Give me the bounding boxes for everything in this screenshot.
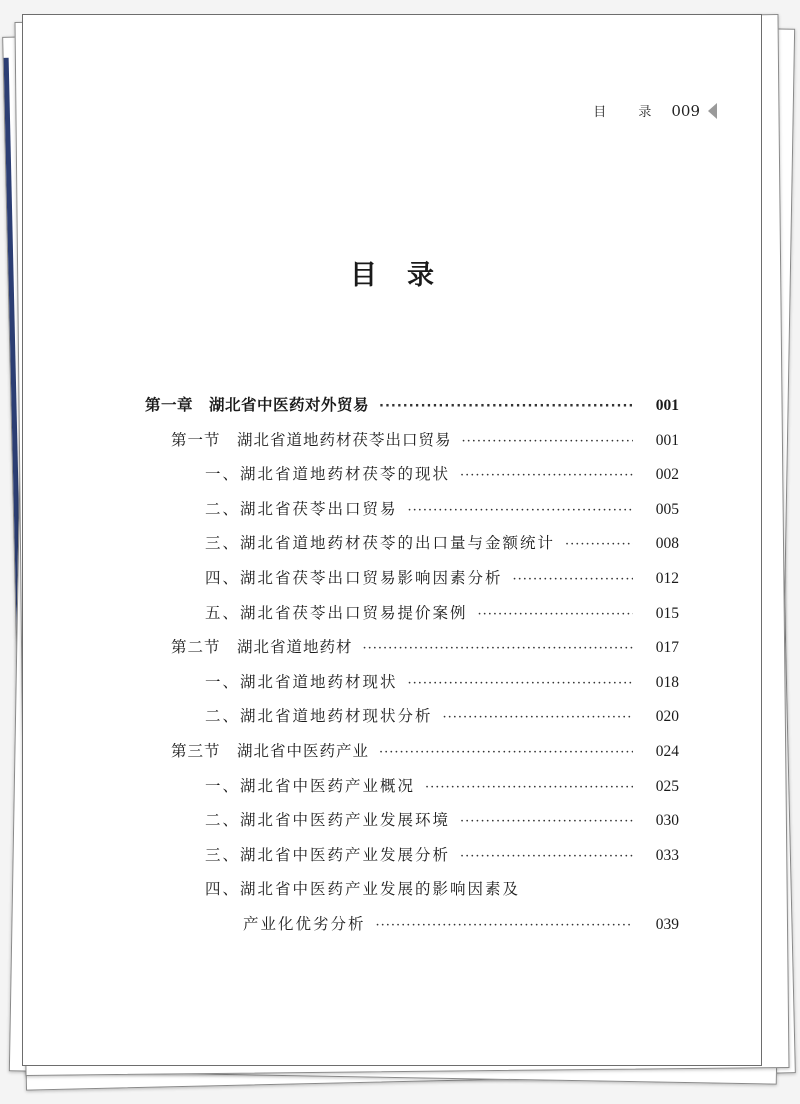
toc-entry[interactable] [205, 670, 679, 700]
leader-dots [460, 814, 633, 829]
leader-dots [379, 399, 633, 414]
toc-entry-text: 二、湖北省中医药产业发展环境 [205, 811, 451, 830]
leader-dots [478, 607, 633, 622]
toc-entry[interactable] [171, 428, 679, 458]
toc-entry-page: 024 [655, 743, 679, 760]
toc-entry[interactable] [205, 531, 679, 561]
toc-entry-page: 008 [655, 535, 679, 553]
toc-entry-text: 三、湖北省中医药产业发展分析 [205, 845, 451, 864]
toc-entry-text: 第一章 湖北省中医药对外贸易 [145, 396, 370, 414]
toc-entry-text: 第二节 湖北省道地药材 [171, 638, 353, 657]
toc-entry-text: 一、湖北省道地药材现状 [205, 672, 398, 691]
toc-entry-page: 018 [655, 673, 679, 691]
leader-dots [363, 641, 633, 656]
leader-dots [425, 780, 633, 795]
toc-entry-text: 五、湖北省茯苓出口贸易提价案例 [205, 603, 468, 622]
toc-entry[interactable] [205, 877, 679, 907]
leader-dots [462, 434, 633, 449]
leader-dots [408, 503, 633, 518]
leader-dots [460, 849, 633, 864]
leader-dots [408, 676, 633, 691]
toc-entry-text: 二、湖北省茯苓出口贸易 [205, 499, 398, 518]
toc-entry-page: 015 [655, 604, 679, 622]
toc-entry-text: 一、湖北省道地药材茯苓的现状 [205, 465, 451, 484]
toc-entry-page: 017 [655, 639, 679, 657]
header-label: 目 录 [593, 105, 666, 120]
leader-dots [379, 745, 633, 760]
leader-dots [376, 918, 633, 933]
toc-entry[interactable] [171, 739, 679, 769]
toc-entry[interactable] [205, 843, 679, 873]
toc-entry-page: 033 [655, 846, 679, 864]
toc-entry[interactable] [145, 393, 679, 423]
toc-entry[interactable] [205, 808, 679, 838]
running-header [593, 101, 717, 120]
toc-entry-page: 030 [655, 812, 679, 830]
toc-entry[interactable] [205, 704, 679, 734]
toc-entry-continuation[interactable] [243, 912, 679, 942]
leader-dots [513, 572, 633, 587]
toc-entry[interactable] [171, 635, 679, 665]
toc-entry-page: 001 [655, 431, 679, 449]
toc-entry-page: 005 [655, 500, 679, 518]
toc-entry-text: 二、湖北省道地药材现状分析 [205, 707, 433, 726]
toc-entry-page: 020 [655, 708, 679, 726]
toc-entry[interactable] [205, 601, 679, 631]
toc-entry-page: 025 [655, 777, 679, 795]
header-page-number: 009 [671, 101, 700, 120]
toc-entry-text: 第三节 湖北省中医药产业 [171, 742, 370, 760]
toc-entry-page: 002 [655, 466, 679, 484]
toc-entry-text: 四、湖北省中医药产业发展的影响因素及 [205, 880, 521, 899]
toc-entry-text: 四、湖北省茯苓出口贸易影响因素分析 [205, 569, 503, 587]
toc-entry-text: 一、湖北省中医药产业概况 [205, 776, 416, 795]
document-page [22, 14, 762, 1066]
toc-entry[interactable] [205, 566, 679, 596]
toc-entry-page: 001 [655, 397, 679, 414]
leader-dots [565, 537, 633, 552]
toc-entry-text: 第一节 湖北省道地药材茯苓出口贸易 [171, 430, 452, 449]
toc-entry-text: 三、湖北省道地药材茯苓的出口量与金额统计 [205, 534, 556, 553]
toc-entry-page: 012 [655, 570, 679, 587]
toc-entry[interactable] [205, 774, 679, 804]
page-title: 目录 [350, 260, 464, 291]
toc-entry-page: 039 [655, 916, 679, 933]
page-marker-triangle-icon [708, 103, 717, 119]
leader-dots [443, 710, 633, 725]
leader-dots [460, 468, 633, 483]
toc-entry-text: 产业化优劣分析 [243, 915, 366, 933]
toc-entry[interactable] [205, 462, 679, 492]
toc-entry[interactable] [205, 497, 679, 527]
